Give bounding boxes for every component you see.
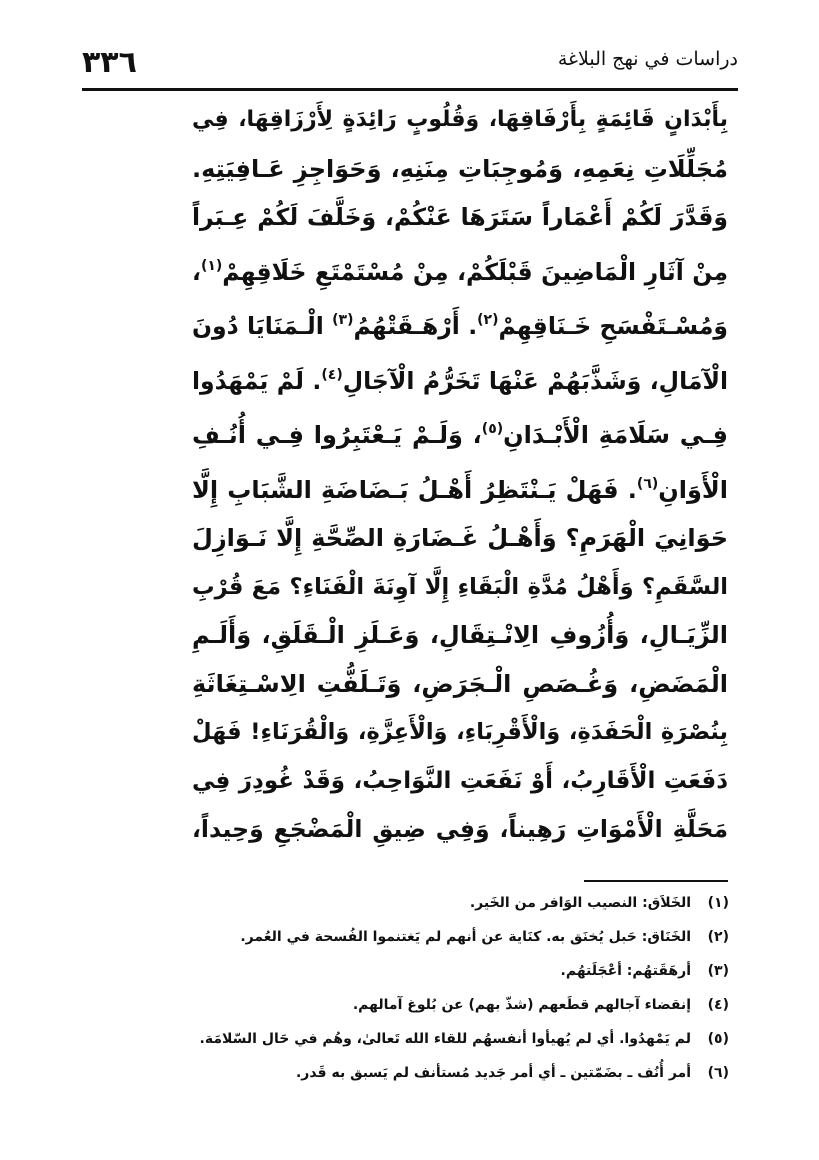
body-line <box>192 805 728 854</box>
footnote-item <box>169 963 729 997</box>
page-number: ٣٣٦ <box>82 45 137 80</box>
footnote-text: الخَلاَق: النصيب الوَافر من الخَير. <box>469 895 691 911</box>
footnote-number: (٥) <box>707 1031 729 1047</box>
footnote-item <box>169 895 729 929</box>
footnote-text: أرهَقَتهُم: أعْجَلَتهُم. <box>560 963 691 979</box>
body-text <box>192 96 728 854</box>
body-line <box>192 145 728 194</box>
body-line <box>192 193 728 242</box>
footnote-number: (٣) <box>707 963 729 979</box>
body-text-segment: الْـمَنَايَا دُونَ <box>192 312 333 340</box>
body-text-segment: الْأَوَانِ <box>658 475 728 504</box>
footnote-reference: (٦) <box>636 475 659 492</box>
body-line <box>192 460 728 515</box>
running-header <box>82 38 738 92</box>
book-title: دراسات في نهج البلاغة <box>557 48 738 70</box>
body-text-segment: دَفَعَتِ الْأَقَارِبُ، أَوْ نَفَعَتِ النَّوَاحِبُ، وَقَدْ غُودِرَ فِي <box>192 767 728 794</box>
footnote-text: إنقضاء آجالهم قطَعهم (شذّ بهم) عن بُلوغ آمالهم. <box>352 997 691 1013</box>
footnote-text: الخَنَاق: حَبل يُخنَق به. كنَاية عن أنهم لم يَغتنموا الفُسحة في العُمر. <box>240 929 691 945</box>
footnote-text: أمر أُنُف ـ بضَمّتين ـ أي أمر جَديد مُستأنف لم يَسبق به قَدر. <box>295 1065 691 1081</box>
footnote-number: (٦) <box>707 1065 729 1081</box>
footnote-reference: (١) <box>200 257 223 274</box>
footnote-reference: (٣) <box>332 312 354 328</box>
body-line <box>192 757 728 806</box>
body-line <box>192 242 728 297</box>
footnote-item <box>169 1031 729 1065</box>
footnote-item <box>169 997 729 1031</box>
footnote-item <box>169 929 729 963</box>
body-text-segment: السَّقَمِ؟ وَأَهْلُ مُدَّةِ الْبَقَاءِ إِلَّا آوِنَةَ الْفَنَاءِ؟ مَعَ قُرْبِ <box>192 573 728 600</box>
body-line <box>192 563 728 612</box>
footnote-number: (١) <box>707 895 729 911</box>
body-line <box>192 96 728 145</box>
body-line <box>192 611 728 660</box>
header-rule <box>82 88 738 91</box>
body-text-segment: الزِّيَـالِ، وَأُزُوفِ الِانْـتِقَالِ، وَعَـلَزِ الْـقَلَقِ، وَأَلَـمِ <box>192 621 728 649</box>
body-line <box>192 405 728 460</box>
body-text-segment: الْمَضَضِ، وَغُـصَصِ الْـجَرَضِ، وَتَـلَفُّتِ الِاسْـتِغَاثَةِ <box>192 669 728 698</box>
body-text-segment: ، وَلَـمْ يَـعْتَبِرُوا فِـي أُنُـفِ <box>192 421 482 449</box>
body-text-segment: . لَمْ يَمْهَدُوا <box>192 366 322 395</box>
body-text-segment: مُجَلِّلَاتِ نِعَمِهِ، وَمُوجِبَاتِ مِنَنِهِ، وَحَوَاجِزِ عَـافِيَتِهِ. <box>192 154 728 183</box>
body-line <box>192 708 728 757</box>
body-text-segment: . فَهَلْ يَـنْتَظِرُ أَهْـلُ بَـضَاضَةِ الشَّبَابِ إِلَّا <box>192 475 637 504</box>
body-line <box>192 296 728 351</box>
body-text-segment: الْآمَالِ، وَشَذَّبَهُمْ عَنْهَا تَخَرُّمُ الْآجَالِ <box>342 366 728 395</box>
body-line <box>192 660 728 709</box>
footnote-number: (٢) <box>707 929 729 945</box>
body-text-segment: مِنْ آثَارِ الْمَاضِينَ قَبْلَكُمْ، مِنْ مُسْتَمْتَعِ خَلَاقِهِمْ <box>222 257 728 286</box>
body-text-segment: . أَرْهَـقَتْهُمُ <box>353 312 478 340</box>
body-text-segment: حَوَانِيَ الْهَرَمِ؟ وَأَهْـلُ غَـضَارَةِ الصِّحَّةِ إِلَّا نَـوَازِلَ <box>192 524 728 552</box>
footnote-number: (٤) <box>707 997 729 1013</box>
footnotes-list <box>169 895 729 1099</box>
body-text-segment: وَقَدَّرَ لَكُمْ أَعْمَاراً سَتَرَهَا عَنْكُمْ، وَخَلَّفَ لَكُمْ عِـبَراً <box>192 203 728 231</box>
body-text-segment: بِأَبْدَانٍ قَائِمَةٍ بِأَرْفَاقِهَا، وَقُلُوبٍ رَائِدَةٍ لِأَرْزَاقِهَا، فِي <box>192 107 728 132</box>
footnote-item <box>169 1065 729 1099</box>
body-text-segment: بِنُصْرَةِ الْحَفَدَةِ، وَالْأَقْرِبَاءِ، وَالْأَعِزَّةِ، وَالْقُرَنَاءِ! فَهَلْ <box>192 719 728 745</box>
footnote-text: لم يَمْهدُوا. أي لم يُهيأوا أنفسهُم للقاء الله تَعالىٰ، وهُم في حَال السّلامَة. <box>199 1031 691 1047</box>
body-text-segment: ، <box>192 257 201 286</box>
body-text-segment: مَحَلَّةِ الْأَمْوَاتِ رَهِيناً، وَفِي ضِيقِ الْمَضْجَعِ وَحِيداً، <box>192 815 728 843</box>
body-line <box>192 514 728 563</box>
body-line <box>192 351 728 406</box>
body-text-segment: وَمُسْـتَفْسَحِ خَـنَاقِهِمْ <box>498 312 728 340</box>
footnote-separator <box>584 880 728 882</box>
body-text-segment: فِـي سَلَامَةِ الْأَبْـدَانِ <box>503 421 728 449</box>
footnote-reference: (٥) <box>481 421 504 437</box>
footnote-reference: (٤) <box>321 366 343 383</box>
footnote-reference: (٢) <box>477 312 499 328</box>
